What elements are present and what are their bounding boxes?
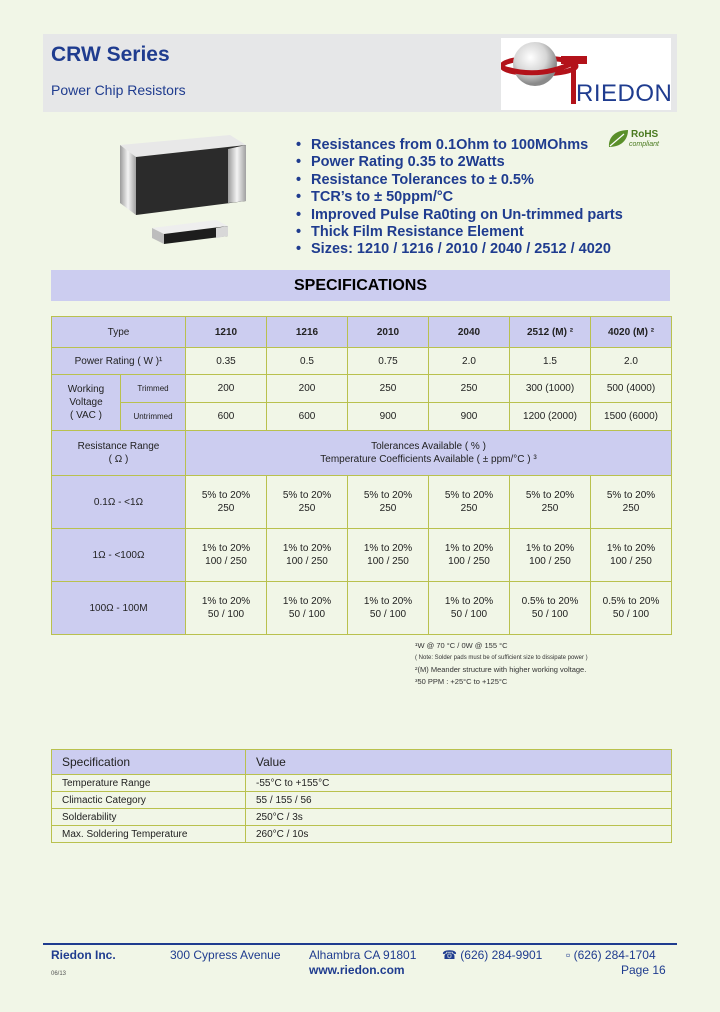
properties-row <box>52 775 672 792</box>
range-cell <box>429 529 510 582</box>
voltage-label-line: ( VAC ) <box>69 410 103 421</box>
voltage-cell: 900 <box>348 403 429 431</box>
voltage-cell: 250 <box>429 375 510 403</box>
voltage-cell: 600 <box>186 403 267 431</box>
footnote: ²(M) Meander structure with higher working voltage. <box>415 665 587 674</box>
rohs-sub: compliant <box>629 141 659 148</box>
range-cell <box>510 476 591 529</box>
range-cell <box>591 529 672 582</box>
rohs-label: RoHS <box>631 129 659 140</box>
property-value: 55 / 155 / 56 <box>246 792 672 809</box>
range-cell <box>348 529 429 582</box>
footer-page-number: Page 16 <box>621 963 666 977</box>
range-row-label: 1Ω - <100Ω <box>52 529 186 582</box>
tolerance-value: 5% to 20% <box>525 490 575 501</box>
tcr-value: 100 / 250 <box>286 556 328 567</box>
tcr-value: 100 / 250 <box>367 556 409 567</box>
range-row <box>52 476 672 529</box>
voltage-cell: 200 <box>186 375 267 403</box>
footer-phone: ☎ (626) 284-9901 <box>442 948 543 962</box>
range-cell <box>510 529 591 582</box>
footer-website-link[interactable]: www.riedon.com <box>309 963 405 977</box>
power-cell: 0.35 <box>186 348 267 375</box>
properties-row <box>52 792 672 809</box>
properties-header-cell: Value <box>246 750 672 775</box>
untrimmed-label: Untrimmed <box>121 403 186 431</box>
range-cell <box>348 582 429 635</box>
feature-item: • TCR’s to ± 50ppm/°C <box>296 189 623 206</box>
tolerance-value: 0.5% to 20% <box>521 596 579 607</box>
tcr-value: 50 / 100 <box>369 609 407 620</box>
footer-company: Riedon Inc. <box>51 948 116 962</box>
properties-header-cell: Specification <box>52 750 246 775</box>
size-header: 4020 (M) ² <box>591 317 672 348</box>
size-header: 2010 <box>348 317 429 348</box>
tcr-value: 50 / 100 <box>531 609 569 620</box>
page-subtitle: Power Chip Resistors <box>51 82 186 98</box>
tolerance-value: 5% to 20% <box>444 490 494 501</box>
range-cell <box>510 582 591 635</box>
tolerance-value: 5% to 20% <box>201 490 251 501</box>
feature-list <box>296 137 623 259</box>
voltage-cell: 300 (1000) <box>510 375 591 403</box>
range-cell <box>267 476 348 529</box>
feature-item: • Resistances from 0.1Ohm to 100MOhms <box>296 137 623 154</box>
range-cell <box>186 529 267 582</box>
range-label-line: ( Ω ) <box>108 454 129 465</box>
power-cell: 1.5 <box>510 348 591 375</box>
tcr-value: 50 / 100 <box>207 609 245 620</box>
footnotes <box>415 640 588 688</box>
voltage-cell: 600 <box>267 403 348 431</box>
voltage-cell: 1500 (6000) <box>591 403 672 431</box>
range-row-label: 100Ω - 100M <box>52 582 186 635</box>
properties-header-row <box>52 750 672 775</box>
tcr-value: 100 / 250 <box>529 556 571 567</box>
tolerance-value: 1% to 20% <box>282 543 332 554</box>
tolerance-value: 1% to 20% <box>606 543 656 554</box>
trimmed-row <box>52 375 672 403</box>
footer-fax: ▫ (626) 284-1704 <box>566 948 656 962</box>
property-value: 260°C / 10s <box>246 826 672 843</box>
footer-date-code: 06/13 <box>51 971 67 977</box>
footnote: ( Note: Solder pads must be of sufficient size to dissipate power ) <box>415 655 588 661</box>
range-label-line: Resistance Range <box>77 441 160 452</box>
power-cell: 2.0 <box>429 348 510 375</box>
range-cell <box>186 582 267 635</box>
tcr-value: 50 / 100 <box>612 609 650 620</box>
power-cell: 2.0 <box>591 348 672 375</box>
range-cell <box>591 476 672 529</box>
properties-row <box>52 826 672 843</box>
tolerance-value: 1% to 20% <box>525 543 575 554</box>
specifications-heading: SPECIFICATIONS <box>51 270 670 301</box>
voltage-label-line: Working <box>67 384 105 395</box>
range-cell <box>429 582 510 635</box>
tolerance-value: 5% to 20% <box>363 490 413 501</box>
tolerance-header <box>186 431 672 476</box>
tolerance-header-line: Tolerances Available ( % ) <box>371 441 486 452</box>
footnote: ¹W @ 70 °C / 0W @ 155 °C <box>415 641 508 650</box>
size-header: 2040 <box>429 317 510 348</box>
range-cell <box>348 476 429 529</box>
tcr-value: 250 <box>622 503 640 514</box>
range-cell <box>267 529 348 582</box>
tolerance-value: 1% to 20% <box>282 596 332 607</box>
voltage-label-line: Voltage <box>69 397 103 408</box>
spec-table <box>51 316 672 635</box>
tolerance-value: 1% to 20% <box>363 543 413 554</box>
tolerance-value: 5% to 20% <box>282 490 332 501</box>
tcr-value: 100 / 250 <box>205 556 247 567</box>
chip-resistor-small-icon <box>150 218 230 246</box>
type-row <box>52 317 672 348</box>
feature-item: • Power Rating 0.35 to 2Watts <box>296 154 623 171</box>
tolerance-header-line: Temperature Coefficients Available ( ± ppm/°C ) ³ <box>320 454 537 465</box>
voltage-cell: 900 <box>429 403 510 431</box>
property-value: 250°C / 3s <box>246 809 672 826</box>
range-cell <box>267 582 348 635</box>
footnote: ³50 PPM : +25°C to +125°C <box>415 677 508 686</box>
footer-divider <box>43 943 677 945</box>
chip-resistor-large-icon <box>118 135 248 220</box>
range-cell <box>429 476 510 529</box>
tolerance-value: 0.5% to 20% <box>602 596 660 607</box>
tcr-value: 250 <box>379 503 397 514</box>
size-header: 1210 <box>186 317 267 348</box>
tolerance-value: 5% to 20% <box>606 490 656 501</box>
voltage-label <box>52 375 121 431</box>
untrimmed-row <box>52 403 672 431</box>
tcr-value: 250 <box>217 503 235 514</box>
range-row-label: 0.1Ω - <1Ω <box>52 476 186 529</box>
feature-item: • Resistance Tolerances to ± 0.5% <box>296 172 623 189</box>
page-title: CRW Series <box>51 43 170 66</box>
range-row <box>52 582 672 635</box>
tolerance-value: 1% to 20% <box>201 543 251 554</box>
power-cell: 0.75 <box>348 348 429 375</box>
tcr-value: 100 / 250 <box>610 556 652 567</box>
property-name: Temperature Range <box>52 775 246 792</box>
voltage-cell: 200 <box>267 375 348 403</box>
power-row <box>52 348 672 375</box>
voltage-cell: 500 (4000) <box>591 375 672 403</box>
power-label: Power Rating ( W )¹ <box>52 348 186 375</box>
voltage-cell: 250 <box>348 375 429 403</box>
feature-item: • Improved Pulse Ra0ting on Un-trimmed parts <box>296 207 623 224</box>
properties-table <box>51 749 672 843</box>
tolerance-value: 1% to 20% <box>444 596 494 607</box>
property-name: Max. Soldering Temperature <box>52 826 246 843</box>
feature-item: • Sizes: 1210 / 1216 / 2010 / 2040 / 2512 / 4020 <box>296 241 623 258</box>
trimmed-label: Trimmed <box>121 375 186 403</box>
type-label: Type <box>52 317 186 348</box>
tcr-value: 250 <box>460 503 478 514</box>
range-cell <box>186 476 267 529</box>
footer-city: Alhambra CA 91801 <box>309 948 417 962</box>
range-cell <box>591 582 672 635</box>
tolerance-value: 1% to 20% <box>444 543 494 554</box>
size-header: 1216 <box>267 317 348 348</box>
footer-address: 300 Cypress Avenue <box>170 948 281 962</box>
power-cell: 0.5 <box>267 348 348 375</box>
tcr-value: 50 / 100 <box>450 609 488 620</box>
size-header: 2512 (M) ² <box>510 317 591 348</box>
tolerance-value: 1% to 20% <box>363 596 413 607</box>
properties-row <box>52 809 672 826</box>
feature-item: • Thick Film Resistance Element <box>296 224 623 241</box>
tolerance-value: 1% to 20% <box>201 596 251 607</box>
tcr-value: 50 / 100 <box>288 609 326 620</box>
tcr-value: 100 / 250 <box>448 556 490 567</box>
property-value: -55°C to +155°C <box>246 775 672 792</box>
tcr-value: 250 <box>541 503 559 514</box>
voltage-cell: 1200 (2000) <box>510 403 591 431</box>
tcr-value: 250 <box>298 503 316 514</box>
range-row <box>52 529 672 582</box>
range-header-row <box>52 431 672 476</box>
property-name: Climactic Category <box>52 792 246 809</box>
brand-name: RIEDON <box>576 80 673 107</box>
range-label <box>52 431 186 476</box>
property-name: Solderability <box>52 809 246 826</box>
